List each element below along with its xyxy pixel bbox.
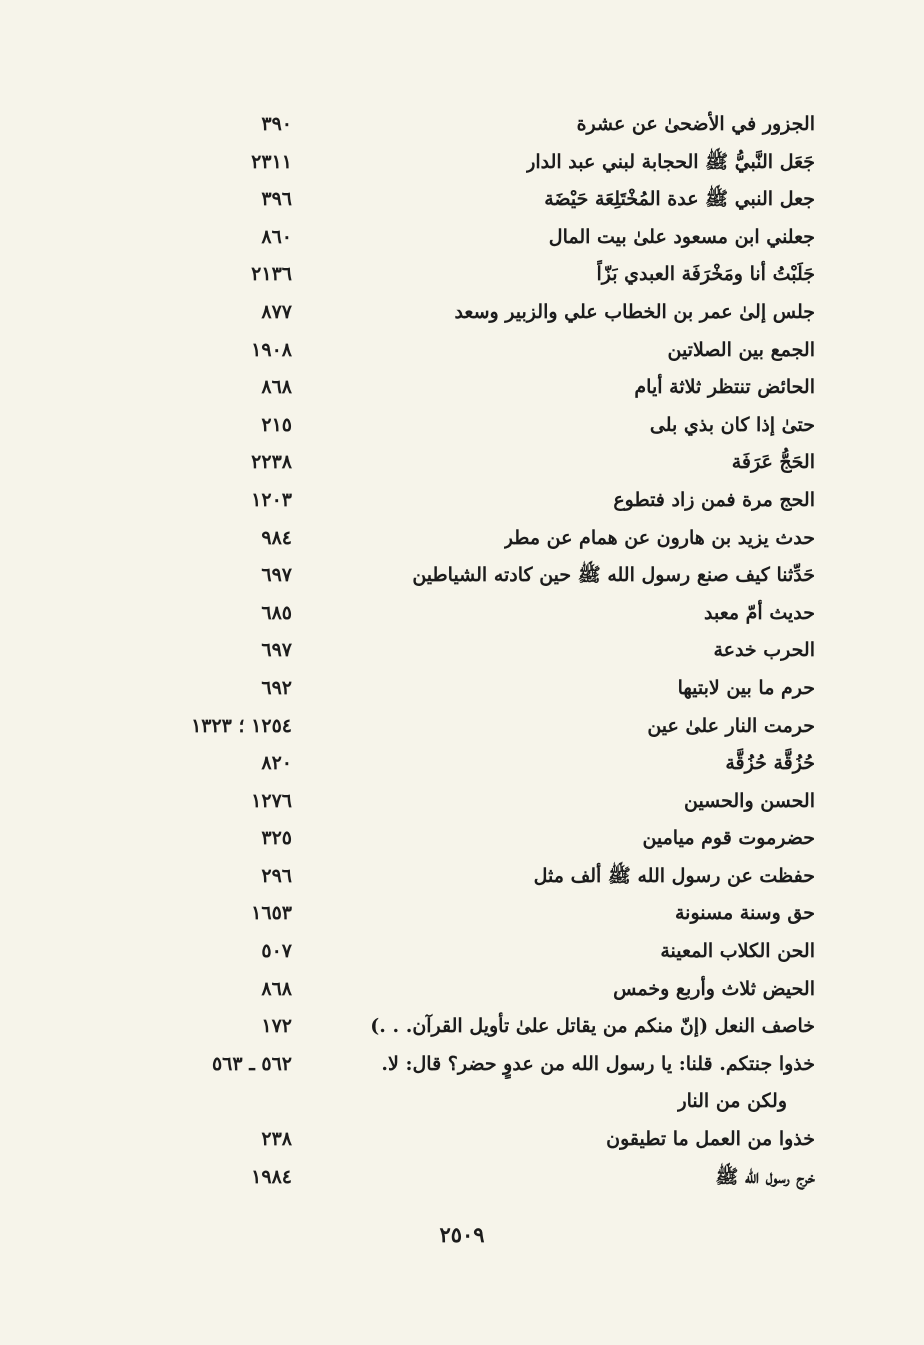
entry-number: ٢٩٦ (261, 864, 292, 887)
entry-text: حرم ما بين لابتيها (677, 676, 815, 699)
entry-text: الحائض تنتظر ثلاثة أيام (634, 376, 815, 399)
entry-text: حديث أمّ معبد (704, 601, 815, 624)
index-entry (150, 182, 815, 220)
entry-number: ١٢٥٤ ؛ ١٣٢٣ (191, 714, 292, 737)
entry-number: ٢٣١١ (251, 150, 292, 173)
entry-text: خذوا من العمل ما تطيقون (606, 1128, 815, 1151)
entry-text: خرج رسول الله ﷺ (715, 1165, 815, 1188)
entry-text: الحن الكلاب المعينة (660, 940, 815, 963)
index-entry (150, 896, 815, 934)
entry-text: الجزور في الأضحىٰ عن عشرة (576, 113, 815, 135)
entry-text: جَلَبْتُ أنا ومَخْرَفَة العبدي بَزّاً (596, 263, 815, 286)
entry-text: جلس إلىٰ عمر بن الخطاب علي والزبير وسعد (454, 300, 815, 323)
entry-number: ٣٩٠ (261, 113, 292, 135)
entry-number: ١٧٢ (261, 1015, 292, 1038)
entry-text: خاصف النعل (إنّ منكم من يقاتل علىٰ تأويل القرآن. . .) (370, 1015, 815, 1038)
entry-number: ٦٩٧ (261, 564, 292, 587)
entry-number: ١٩٨٤ (251, 1165, 292, 1188)
entry-text: جعلني ابن مسعود علىٰ بيت المال (548, 225, 815, 248)
index-entry (150, 257, 815, 295)
index-entry (150, 934, 815, 972)
index-entry (150, 483, 815, 521)
entry-number: ٨٧٧ (261, 300, 292, 323)
entry-text: الحسن والحسين (683, 789, 815, 812)
entry-number: ٦٩٢ (261, 676, 292, 699)
index-entry (150, 445, 815, 483)
entry-text: حَدِّثنا كيف صنع رسول الله ﷺ حين كادته الشياطين (412, 564, 815, 587)
entry-text: الحج مرة فمن زاد فتطوع (613, 488, 815, 511)
index-entry (150, 746, 815, 784)
index-entry (150, 220, 815, 258)
index-entry (150, 333, 815, 371)
entry-number: ٢١٣٦ (251, 263, 292, 286)
index-entry (150, 671, 815, 709)
index-entry (150, 370, 815, 408)
entry-number: ٨٦٠ (261, 225, 292, 248)
entry-number: ١٩٠٨ (251, 338, 292, 361)
entry-number: ٢٣٨ (261, 1128, 292, 1151)
page-number: ٢٥٠٩ (439, 1222, 485, 1247)
index-entry (150, 709, 815, 747)
index-entry (150, 408, 815, 446)
entry-number: ٢١٥ (261, 413, 292, 436)
entry-text: ولكن من النار (677, 1090, 787, 1113)
entry-number: ١٦٥٣ (251, 902, 292, 925)
entry-number: ١٢٠٣ (251, 488, 292, 511)
index-entry (150, 521, 815, 559)
entry-text: حق وسنة مسنونة (675, 902, 815, 925)
entry-number: ٨٦٨ (261, 977, 292, 1000)
index-entry-continuation (150, 1084, 815, 1122)
index-entry (150, 107, 815, 145)
index-entry (150, 1122, 815, 1160)
entry-number: ٥٠٧ (261, 940, 292, 963)
index-entries (150, 107, 815, 1197)
entry-number: ٣٢٥ (261, 827, 292, 850)
entry-text: جَعَل النَّبيُّ ﷺ الحجابة لبني عبد الدار (526, 150, 815, 173)
index-entry (150, 859, 815, 897)
entry-text: حتىٰ إذا كان بذي بلى (649, 413, 815, 436)
entry-text: حرمت النار علىٰ عين (647, 714, 815, 737)
index-entry (150, 1009, 815, 1047)
index-entry (150, 295, 815, 333)
entry-text: حدث يزيد بن هارون عن همام عن مطر (503, 526, 815, 549)
index-entry (150, 972, 815, 1010)
entry-number: ٨٢٠ (261, 752, 292, 775)
entry-text: الحرب خدعة (713, 639, 815, 662)
entry-text: الحَجُّ عَرَفَة (731, 451, 815, 474)
entry-text: حضرموت قوم ميامين (642, 827, 815, 850)
index-entry (150, 558, 815, 596)
index-entry (150, 784, 815, 822)
index-entry (150, 633, 815, 671)
entry-number: ٢٢٣٨ (251, 451, 292, 474)
index-entry (150, 821, 815, 859)
index-entry (150, 1160, 815, 1198)
entry-number: ٨٦٨ (261, 376, 292, 399)
index-entry (150, 1047, 815, 1085)
index-entry (150, 596, 815, 634)
entry-number: ٦٨٥ (261, 601, 292, 624)
entry-text: الحيض ثلاث وأربع وخمس (613, 977, 815, 1000)
entry-text: حفظت عن رسول الله ﷺ ألف مثل (533, 864, 815, 887)
entry-number: ٦٩٧ (261, 639, 292, 662)
entry-number: ٩٨٤ (261, 526, 292, 549)
index-entry (150, 145, 815, 183)
entry-text: حُزُقَّة حُزُقَّة (725, 752, 815, 775)
entry-text: الجمع بين الصلاتين (667, 338, 815, 361)
entry-number: ١٢٧٦ (251, 789, 292, 812)
entry-number: ٥٦٢ ـ ٥٦٣ (211, 1052, 292, 1075)
entry-text: جعل النبي ﷺ عدة المُخْتَلِعَة حَيْضَة (544, 188, 815, 211)
entry-text: خذوا جنتكم. قلنا: يا رسول الله من عدوٍ حضر؟ قال: لا. (381, 1052, 815, 1075)
entry-number: ٣٩٦ (261, 188, 292, 211)
